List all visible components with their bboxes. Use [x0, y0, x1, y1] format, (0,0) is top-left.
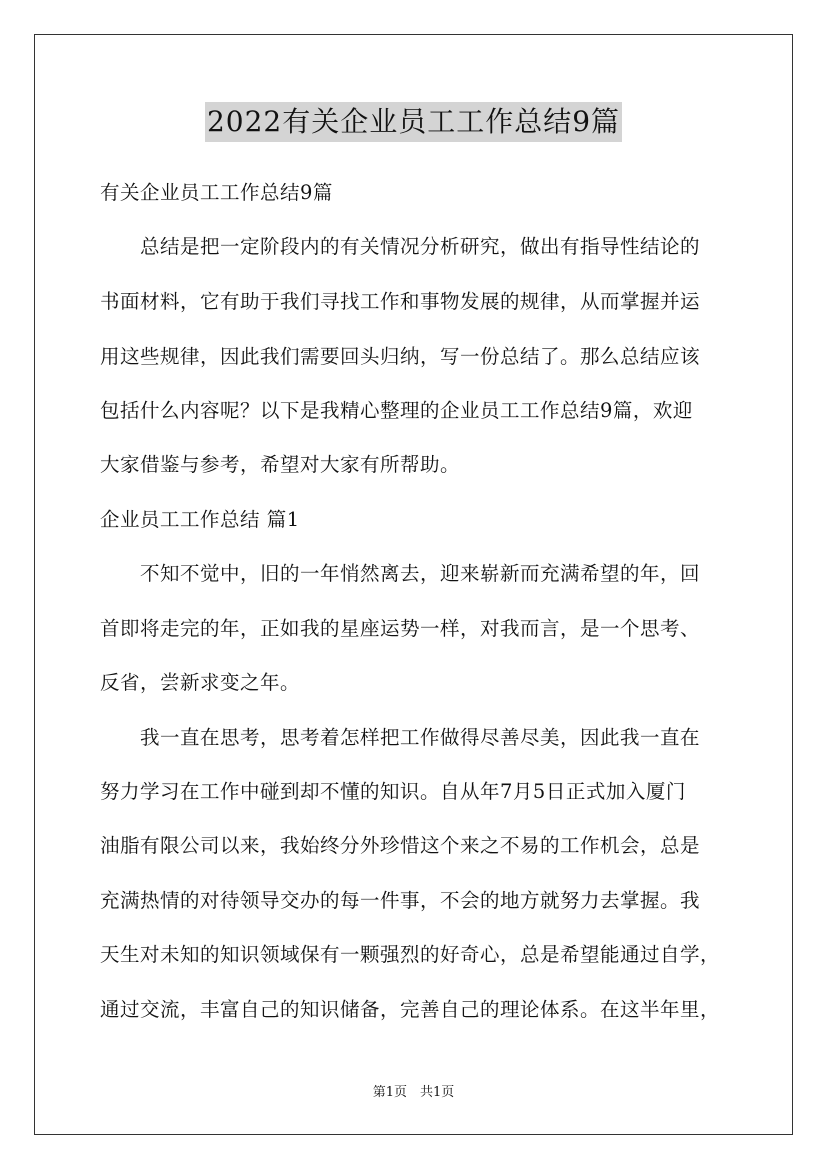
text-line: 天生对未知的知识领域保有一颗强烈的好奇心，总是希望能通过自学， — [100, 943, 721, 966]
text-line: 我一直在思考，思考着怎样把工作做得尽善尽美，因此我一直在 — [100, 726, 701, 749]
title-container — [0, 102, 827, 142]
text-line: 反省，尝新求变之年。 — [100, 671, 301, 694]
text-line: 努力学习在工作中碰到却不懂的知识。自从年7月5日正式加入厦门 — [100, 780, 686, 803]
text-line: 首即将走完的年，正如我的星座运势一样，对我而言，是一个思考、 — [100, 617, 701, 640]
text-line: 不知不觉中，旧的一年悄然离去，迎来崭新而充满希望的年，回 — [100, 562, 701, 585]
text-line: 有关企业员工工作总结9篇 — [100, 181, 333, 204]
text-line: 充满热情的对待领导交办的每一件事，不会的地方就努力去掌握。我 — [100, 889, 701, 912]
text-line: 书面材料，它有助于我们寻找工作和事物发展的规律，从而掌握并运 — [100, 290, 701, 313]
text-line: 总结是把一定阶段内的有关情况分析研究，做出有指导性结论的 — [100, 235, 701, 258]
text-line: 包括什么内容呢？以下是我精心整理的企业员工工作总结9篇，欢迎 — [100, 399, 693, 422]
text-line: 通过交流，丰富自己的知识储备，完善自己的理论体系。在这半年里， — [100, 998, 721, 1021]
document-title: 2022有关企业员工工作总结9篇 — [205, 102, 622, 142]
page-footer: 第1页 共1页 — [372, 1085, 455, 1100]
section-heading: 企业员工工作总结 篇1 — [100, 508, 300, 531]
text-line: 大家借鉴与参考，希望对大家有所帮助。 — [100, 453, 461, 476]
text-line: 用这些规律，因此我们需要回头归纳，写一份总结了。那么总结应该 — [100, 345, 701, 368]
text-line: 油脂有限公司以来，我始终分外珍惜这个来之不易的工作机会，总是 — [100, 834, 701, 857]
